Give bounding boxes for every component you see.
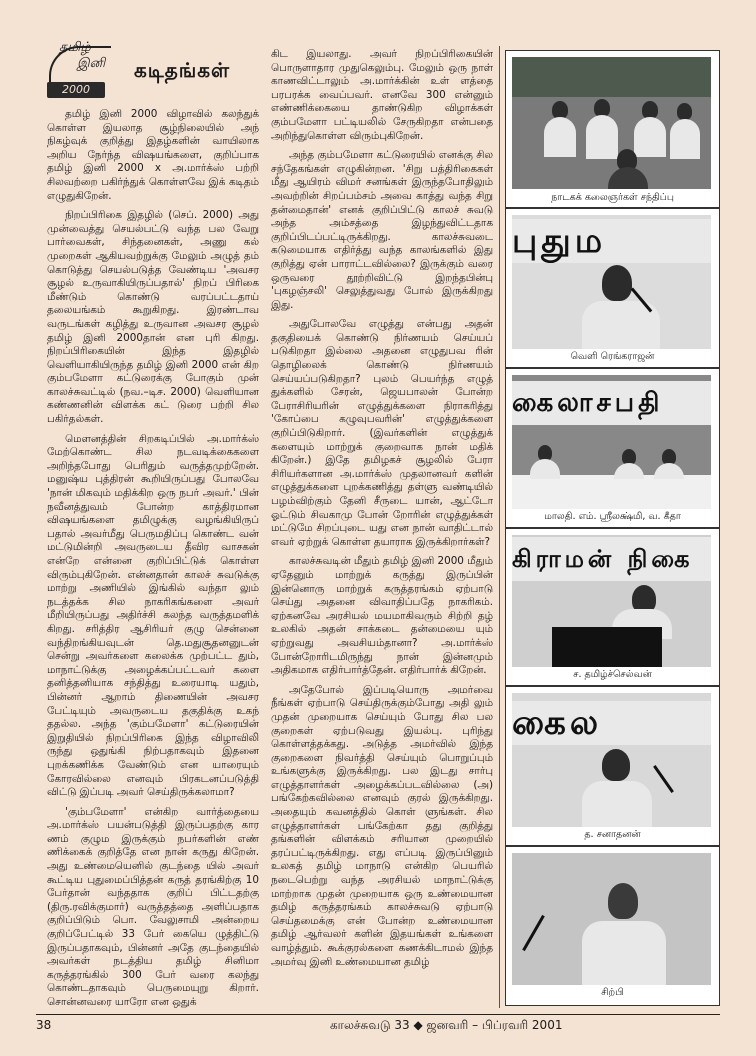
photo-banner-text: கைலாசபதி [512,381,711,425]
photo-frame [505,846,720,1006]
paragraph: அந்த கும்பமேளா கட்டுரையில் எனக்கு சில சந்தேகங்கள் எழுகின்றன. 'சிறு பத்திரிகைகள் மீது ஆயிரம் விமர் சனங்கள் இருந்தபோதிலும் அவற்றின் சிறப்பம்சம் அவை காத்து வந்த சிறு தன்மைதான்' எனக் குறிப்பிட்டு காலச் சுவடு அந்த அம்சத்தை இழந்துவிட்டதாக குறிப்பிடப்பட்டிருக்கிறது. காலச்சுவடை கடுமையாக எதிர்த்து வந்த காலங்களில் இது குறித்து ஏன் பாராட்டவில்லை? இருக்கும் வரை ஒருவரை தூற்றிவிட்டு இறந்தபின்பு 'புகழஞ்சலி' செலுத்துவது போல் இருக்கிறது இது. [271,149,493,311]
photo-frame [505,208,720,368]
paragraph: கிட இயலாது. அவர் நிறப்பிரிகையின் பொருளாதார முதுகெலும்பு. மேலும் ஒரு நாள் காணவிட்டாலும் அ.மார்க்கின் உள் ளத்தை பரபரக்க வைப்பவர். எனவே 300 என்னும் எண்ணிக்கையை தாண்டுகிற விழாக்கள் கும்பமேளா பட்டியலில் சேருகிறதா என்பதை அறிந்துகொள்ள விரும்புகிறேன். [271,48,493,142]
photo-panel-discussion [512,375,711,509]
paragraph: தமிழ் இனி 2000 விழாவில் கலந்துக் கொள்ள இயலாத சூழ்நிலையில் அந் நிகழ்வுக் குறித்து இதழ்களின் வாயிலாக அறிய நேர்ந்த விஷயங்களை, குறிப்பாக தமிழ் இனி 2000 x அ.மார்க்ஸ் பற்றி சிலவற்றை பகிர்ந்துக் கொள்ளவே இக் கடிதம் எழுதுகிறேன். [47,108,259,202]
text-column-2 [271,48,493,1008]
text-column-1 [47,108,259,1008]
photo-caption: சிற்பி [601,987,624,998]
photo-caption: மாலதி. எம். ஸ்ரீலக்ஷ்மி, வ. கீதா [544,511,681,522]
photo-frame [505,50,720,208]
photo-frame [505,686,720,846]
photo-veli-rengarajan [512,215,711,349]
photo-banner-text: கைல [512,701,711,745]
photo-sirpi [512,853,711,985]
photo-tamilselvan [512,535,711,667]
logo-text-tamil: தமிழ் [59,40,91,55]
column-divider [499,46,500,1008]
photo-caption: த. சனாதனன் [584,829,641,840]
logo-text-ini: இனி [77,56,106,71]
tamil-ini-2000-logo [47,40,123,102]
paragraph: நிறப்பிரிகை இதழில் (செப். 2000) அது முன்வைத்து செயல்பட்டு வந்த பல வேறு பார்வைகள், சிந்தனைகள், அணு கல் முறைகள் ஆகியவற்றுக்கு மேலும் அழுத் தம் கொடுத்து செயல்படுத்த வேண்டிய 'அவசர சூழல் உருவாகியிருப்பதால்' நிறப் பிரிகை மீண்டும் கொண்டு வரப்பட்டதாய் தலையங்கம் கூறுகிறது. இரண்டாவ வருடங்கள் கழித்து உருவான அவசர சூழல் தமிழ் இனி 2000தான் என புரி கிறது. நிறப்பிரிகையின் இந்த இதழில் வெளியாகியிருந்த தமிழ் இனி 2000 என் கிற கும்பமேளா கட்டுரைக்கு போகும் முன் காலச்சுவட்டில் (நவ.–டிச. 2000) வெளியான கண்ணனின் விளக்க கட் டுரை பற்றி சில பகிர்தல்கள். [47,209,259,426]
photo-banner-text: கிராமன் நிகை [512,537,711,581]
photo-banner-text: புதும [512,219,711,263]
photo-caption: ச. தமிழ்ச்செல்வன் [573,669,652,680]
photo-frame [505,528,720,686]
photo-caption: நாடகக் கலைஞர்கள் சந்திப்பு [551,192,674,203]
paragraph: அதேபோல் இப்படியொரு அமர்வை நீங்கள் ஏற்பாடு செய்திருக்கும்போது அதி லும் முதன் முறையாக செய்யும் போது சில பல குறைகள் ஏற்படுவது இயல்பு. புரிந்து கொள்ளத்தக்கது. அடுத்த அமர்வில் இந்த குறைகளை நிவர்த்தி செய்யும் பொறுப்பும் உங்களுக்கு இருக்கிறது. பல இடது சார்பு எழுத்தாளர்கள் அழைக்கப்படவில்லை (அ) பங்கேற்கவில்லை எனவும் குரல் இருக்கிறது. அதையும் கவனத்தில் கொள் ளுங்கள். சில எழுத்தாளர்கள் பங்கேற்கா தது குறித்து தங்களின் விளக்கம் சரியான முறையில் தரப்பட்டிருக்கிறது. எது எப்படி இருப்பினும் உலகத் தமிழ் மாநாடு என்கிற பெயரில் நடைபெற்று வந்த அரசியல் மாநாட்டுக்கு மாற்றாக முதன் முறையாக ஒரு உண்மையான தமிழ் கருத்தரங்கம் காலச்சுவடு ஏற்பாடு செய்தமைக்கு என் போன்ற உண்மையான தமிழ் ஆர்வலர் களின் இதயங்கள் உங்களை வாழ்த்தும். கூக்குரல்களை கணக்கிடாமல் இந்த அமர்வு இனி உண்மையான தமிழ் [271,683,493,968]
photo-frame [505,368,720,528]
paragraph: காலச்சுவடின் மீதும் தமிழ் இனி 2000 மீதும் ஏதேனும் மாற்றுக் கருத்து இருப்பின் இன்னொரு மாற்றுக் கருத்தரங்கம் ஏற்பாடு செய்து அதனை விவாதிப்பதே நாகரிகம். ஏற்கனவே அரசியல் மயமாகிவரும் சிற்றி தழ் உலகில் அதன் சாக்கடை தன்மையை யும் ஏற்றுவது அவசியம்தானா? அ.மார்க்ஸ் போன்றோரிடமிருந்து நான் இன்னமும் அதிகமாக எதிர்பார்த்தேன். எதிர்பார்க் கிறேன். [271,555,493,677]
footer-rule [36,1014,720,1015]
paragraph: 'கும்பமேளா' என்கிற வார்த்தையை அ.மார்க்ஸ் பயன்படுத்தி இருப்பதற்கு கார ணம் குழும இருக்கும் நபர்களின் எண் ணிக்கைக் குறித்தே என நான் கருது கிறேன். அது உண்மையெனில் குடந்தை யில் அவர் கூட்டிய புதுமைப்பித்தன் கருத் தரங்கிற்கு 10 பேர்தான் வந்ததாக குறிப் பிட்டதற்கு (திரு.ரவிக்குமார்) வருத்தத்தை அளிப்பதாக குறிப்பிடும் பொ. வேலுசாமி அன்றைய குறிப்பேட்டில் 33 பேர் கையெ ழுத்திட்டு இருப்பதாகவும், பின்னர் அதே குடந்தையில் அவர்கள் நடத்திய தமிழ் சினிமா கருத்தரங்கில் 300 பேர் வரை கலந்து கொண்டதாகவும் பெருமையுறு கிறார். சொன்னவரை யாரோ என ஒதுக் [47,805,259,1008]
paragraph: மௌனத்தின் சிறகடிப்பில் அ.மார்க்ஸ் மேற்கொண்ட சில நடவடிக்கைகளை அறிந்தபோது பெரிதும் வருத்தமுற்றேன். மனுஷ்ய புத்திரன் கூறியிருப்பது போலவே 'நான் மிகவும் மதிக்கிற ஒரு நபர் அவர்.' பின் நவீனத்துவம் போன்ற காத்திரமான விஷயங்களை தமிழுக்கு வழங்கியிருப் பதால் அவர்மீது பெருமதிப்பு கொண்ட வன் மட்டுமின்றி அவருடைய தீவிர வாசகன் என்றே என்னை குறிப்பிட்டுக் கொள்ள விரும்புகிறேன். என்னதான் காலச் சுவடுக்கு மாற்று அணியில் இங்கில் வந்தா லும் நடத்தக்க சில நாகரிகங்களை அவர் மீறியிருப்பது அதிர்ச்சி கலந்த வருத்தமளிக் கிறது. சரித்திர ஆசிரியர் குழு சென்னை வந்திறங்கியவுடன் தெ.மதுசூதனனுடன் சென்று அவர்களை கலைக்க முற்பட்ட தும், மாநாட்டுக்கு அழைக்கப்பட்டவர் களை தனித்தனியாக சந்தித்து உரையாடி யதும், பின்னர் ஆறாம் திணையின் அவசர பேட்டியும் அவருடைய தகுதிக்கு உகந் ததல்ல. அந்த 'கும்பமேளா' கட்டுரையின் இறுதியில் நிறப்பிரிகை இந்த விழாவிலி ருந்து ஒதுங்கி நிற்பதாகவும் இதனை புறக்கணிக்க வேண்டும் என யாரையும் கோரவில்லை எனவும் பிரகடனப்படுத்தி விட்டு இப்படி அவர் செய்திருக்கலாமா? [47,432,259,799]
photo-caption: வெளி ரெங்கராஜன் [570,351,655,362]
issue-line: காலச்சுவடு 33 ◆ ஜனவரி – பிப்ரவரி 2001 [330,1018,563,1032]
page-number: 38 [36,1018,52,1032]
photo-theatre-meeting [512,57,711,189]
logo-year: 2000 [47,82,105,98]
photo-sanathanan [512,693,711,827]
paragraph: அதுபோலவே எழுத்து என்பது அதன் தகுதியைக் கொண்டு நிர்ணயம் செய்யப் படுகிறதா இல்லை அதனை எழுதுபவ ரின் தொழிலைக் கொண்டு நிர்ணயம் செய்யப்படுகிறதா? புலம் பெயர்ந்த எழுத் துக்களில் சேரன், ஜெயபாலன் போன்ற பேராசிரியரின் எழுத்துக்களை நிராகரித்து 'கோப்பை கழுவுபவரின்' எழுத்துக்களை குறிப்பிடுகிறார். (இவர்களின் எழுத்துக் களையும் மாற்றுக் குறைவாக நான் மதிக் கிறேன்.) இதே தமிழகச் சூழலில் பேரா சிரியர்களான அ.மார்க்ஸ் முதலானவர் களின் எழுத்துக்களை புறக்கணித்து தள்ளு வண்டியில் பழம்விற்கும் தேனி சீருடை யான், ஆட்டோ ஓட்டும் சிவகாமு போன் றோரின் எழுத்துக்கள் மட்டுமே சிறப்புடை யது என நான் வாதிட்டால் எவர் ஏற்றுக் கொள்ள தயாராக இருக்கிறார்கள்? [271,318,493,548]
section-title: கடிதங்கள் [134,58,231,82]
